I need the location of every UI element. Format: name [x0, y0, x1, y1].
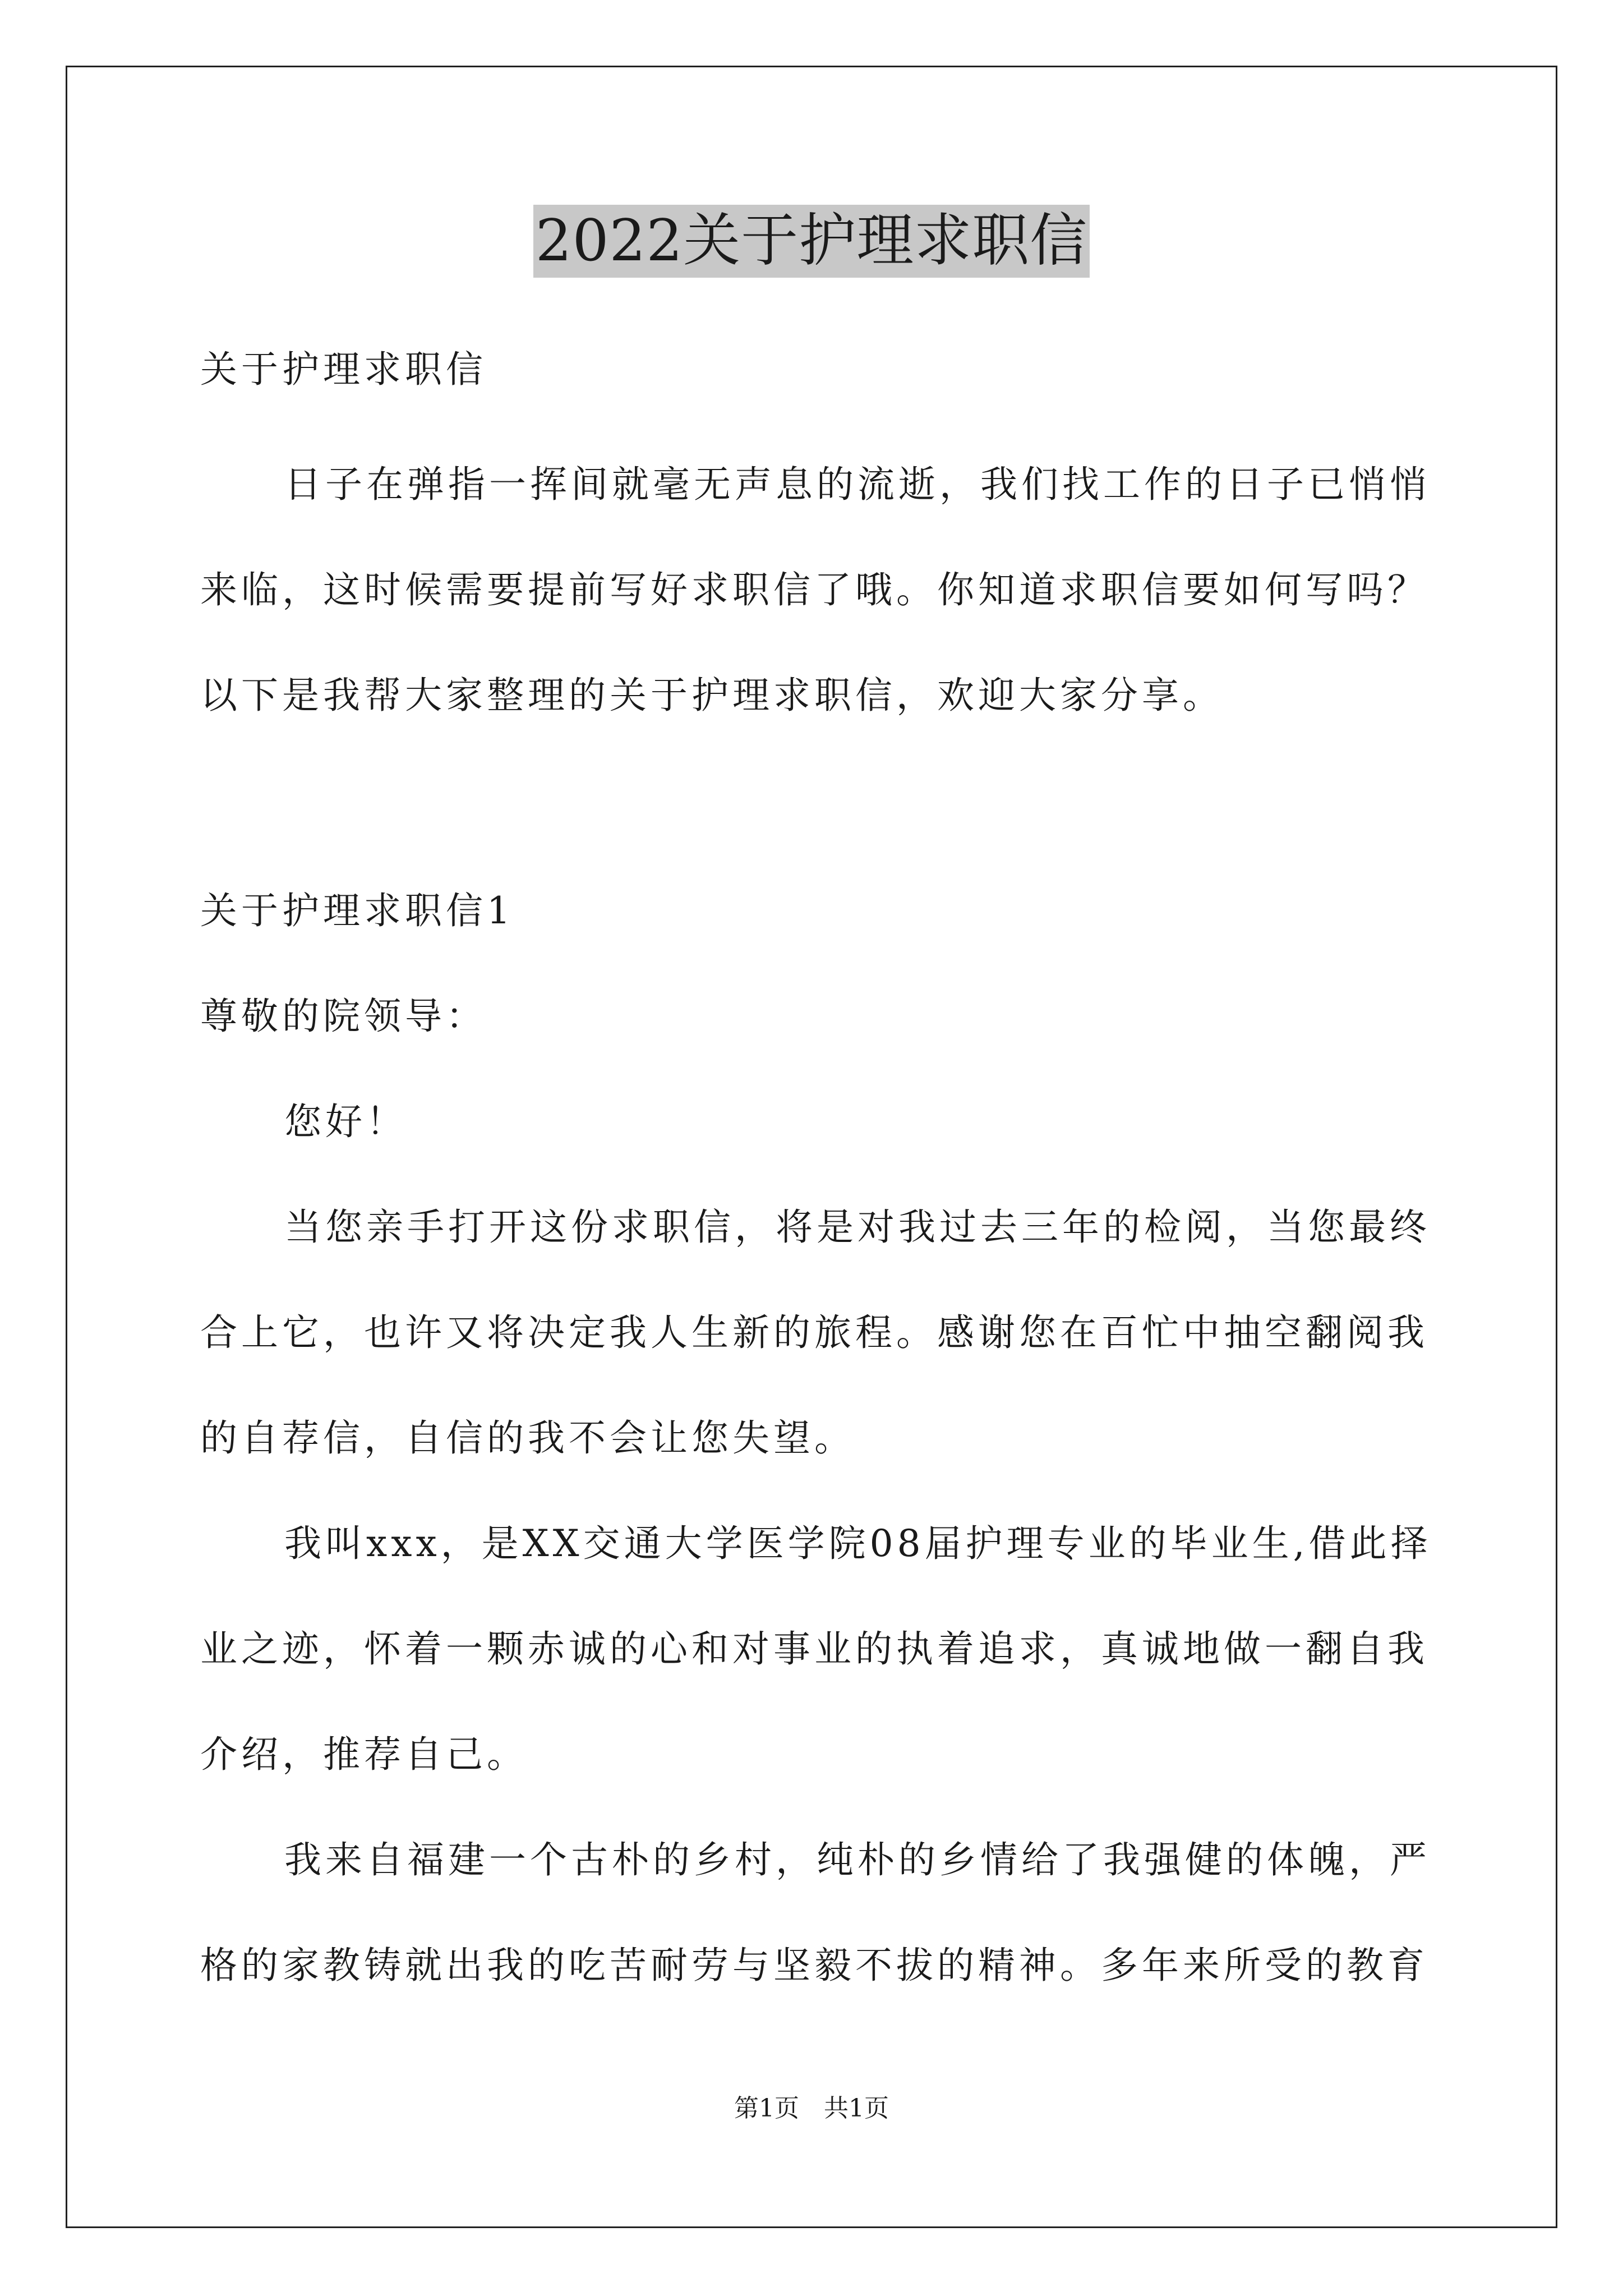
paragraph-line: 当您亲手打开这份求职信，将是对我过去三年的检阅，当您最终: [284, 1205, 1431, 1249]
paragraph-line: 我叫xxx，是XX交通大学医学院08届护理专业的毕业生,借此择: [284, 1522, 1432, 1565]
title-container: [0, 205, 1623, 278]
section-heading: [200, 858, 1434, 964]
subtitle-text: 关于护理求职信: [200, 348, 487, 391]
subtitle: [200, 317, 1434, 422]
intro-line: 来临，这时候需要提前写好求职信了哦。你知道求职信要如何写吗？: [200, 568, 1428, 611]
paragraph-line: 合上它，也许又将决定我人生新的旅程。感谢您在百忙中抽空翻阅我: [200, 1311, 1428, 1354]
greeting-text: 您好！: [284, 1100, 407, 1143]
paragraph-line: 格的家教铸就出我的吃苦耐劳与坚毅不拔的精神。多年来所受的教育: [200, 1944, 1428, 1987]
paragraph-line: 业之迹，怀着一颗赤诚的心和对事业的执着追求，真诚地做一翻自我: [200, 1627, 1428, 1671]
paragraph-line: 我来自福建一个古朴的乡村，纯朴的乡情给了我强健的体魄，严: [284, 1838, 1431, 1881]
document-title: 2022关于护理求职信: [533, 205, 1090, 278]
salutation-text: 尊敬的院领导：: [200, 995, 487, 1038]
page-number: 第1页 共1页: [734, 2094, 889, 2123]
salutation: [200, 964, 1434, 1069]
paragraph-line: 的自荐信，自信的我不会让您失望。: [200, 1416, 855, 1460]
intro-line: 以下是我帮大家整理的关于护理求职信，欢迎大家分享。: [200, 674, 1224, 717]
section-heading-text: 关于护理求职信1: [200, 889, 514, 932]
greeting: [200, 1069, 1434, 1175]
intro-line: 日子在弹指一挥间就毫无声息的流逝，我们找工作的日子已悄悄: [284, 463, 1431, 506]
body-paragraph-2: [200, 1491, 1434, 1807]
page-footer: [0, 2092, 1623, 2125]
body-paragraph-1: [200, 1175, 1434, 1491]
paragraph-line: 介绍，推荐自己。: [200, 1733, 528, 1776]
body-paragraph-3: [200, 1807, 1434, 2018]
intro-paragraph: [200, 432, 1434, 748]
